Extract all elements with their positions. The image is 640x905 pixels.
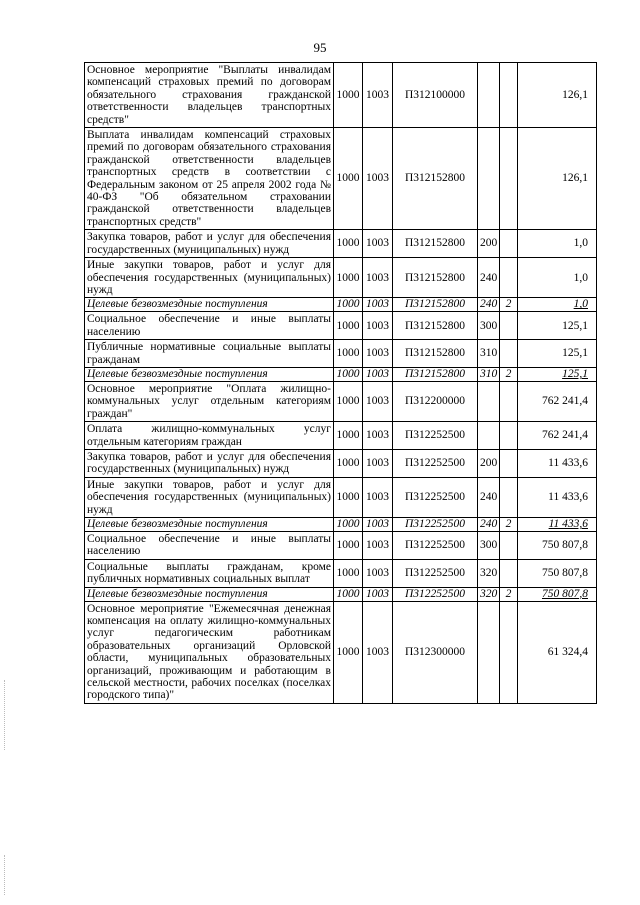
row-subsection: 1003 xyxy=(363,381,393,421)
row-amount: 11 433,6 xyxy=(518,477,597,517)
row-target-article: П312200000 xyxy=(393,381,478,421)
row-source: 2 xyxy=(500,367,518,381)
row-amount: 11 433,6 xyxy=(518,449,597,477)
row-amount: 750 807,8 xyxy=(518,559,597,587)
row-subsection: 1003 xyxy=(363,312,393,340)
row-target-article: П312252500 xyxy=(393,587,478,601)
row-source xyxy=(500,230,518,258)
row-name: Публичные нормативные социальные выплаты гражданам xyxy=(85,340,334,368)
row-subsection: 1003 xyxy=(363,340,393,368)
row-section: 1000 xyxy=(334,258,363,298)
row-source xyxy=(500,532,518,560)
table-row xyxy=(85,559,597,587)
row-source xyxy=(500,63,518,128)
row-expense-type: 200 xyxy=(478,230,500,258)
row-subsection: 1003 xyxy=(363,477,393,517)
row-source xyxy=(500,258,518,298)
row-amount: 125,1 xyxy=(518,312,597,340)
row-section: 1000 xyxy=(334,601,363,703)
row-target-article: П312152800 xyxy=(393,128,478,230)
row-source xyxy=(500,381,518,421)
row-amount: 1,0 xyxy=(518,298,597,312)
row-expense-type: 240 xyxy=(478,298,500,312)
table-row xyxy=(85,312,597,340)
row-source xyxy=(500,312,518,340)
row-target-article: П312152800 xyxy=(393,340,478,368)
row-expense-type: 310 xyxy=(478,340,500,368)
row-source: 2 xyxy=(500,587,518,601)
row-target-article: П312300000 xyxy=(393,601,478,703)
table-row xyxy=(85,381,597,421)
row-target-article: П312252500 xyxy=(393,477,478,517)
row-expense-type: 240 xyxy=(478,477,500,517)
row-amount: 1,0 xyxy=(518,258,597,298)
row-name: Иные закупки товаров, работ и услуг для обеспечения государственных (муниципальных) нужд xyxy=(85,477,334,517)
row-target-article: П312152800 xyxy=(393,367,478,381)
row-name: Выплата инвалидам компенсаций страховых премий по договорам обязательного страхования гражданской ответственности владельцев транспортных средств в соответствии с Федеральным законом от 25 апреля 2002 года № 40-ФЗ "Об обязательном страховании гражданской ответственности владельцев транспортных средств" xyxy=(85,128,334,230)
row-target-article: П312252500 xyxy=(393,449,478,477)
row-section: 1000 xyxy=(334,63,363,128)
row-expense-type: 240 xyxy=(478,258,500,298)
row-name: Целевые безвозмездные поступления xyxy=(85,367,334,381)
row-name: Социальное обеспечение и иные выплаты населению xyxy=(85,312,334,340)
row-subsection: 1003 xyxy=(363,258,393,298)
row-amount: 125,1 xyxy=(518,367,597,381)
row-expense-type xyxy=(478,381,500,421)
row-amount: 762 241,4 xyxy=(518,381,597,421)
page-number: 95 xyxy=(313,40,327,55)
row-amount: 125,1 xyxy=(518,340,597,368)
table-row xyxy=(85,477,597,517)
row-section: 1000 xyxy=(334,128,363,230)
row-subsection: 1003 xyxy=(363,532,393,560)
row-subsection: 1003 xyxy=(363,518,393,532)
row-name: Социальное обеспечение и иные выплаты населению xyxy=(85,532,334,560)
table-row xyxy=(85,63,597,128)
table-row xyxy=(85,587,597,601)
row-expense-type xyxy=(478,63,500,128)
row-amount: 126,1 xyxy=(518,63,597,128)
row-name: Закупка товаров, работ и услуг для обеспечения государственных (муниципальных) нужд xyxy=(85,230,334,258)
row-amount: 762 241,4 xyxy=(518,422,597,450)
row-subsection: 1003 xyxy=(363,587,393,601)
row-amount: 750 807,8 xyxy=(518,532,597,560)
row-source: 2 xyxy=(500,518,518,532)
row-section: 1000 xyxy=(334,381,363,421)
table-row xyxy=(85,128,597,230)
row-target-article: П312252500 xyxy=(393,518,478,532)
row-target-article: П312152800 xyxy=(393,230,478,258)
row-name: Основное мероприятие "Оплата жилищно-коммунальных услуг отдельным категориям граждан" xyxy=(85,381,334,421)
row-expense-type: 200 xyxy=(478,449,500,477)
row-source xyxy=(500,601,518,703)
row-section: 1000 xyxy=(334,587,363,601)
row-subsection: 1003 xyxy=(363,449,393,477)
table-row xyxy=(85,532,597,560)
row-amount: 126,1 xyxy=(518,128,597,230)
row-source xyxy=(500,449,518,477)
row-expense-type: 300 xyxy=(478,532,500,560)
row-name: Закупка товаров, работ и услуг для обеспечения государственных (муниципальных) нужд xyxy=(85,449,334,477)
table-row xyxy=(85,258,597,298)
row-amount: 750 807,8 xyxy=(518,587,597,601)
row-section: 1000 xyxy=(334,312,363,340)
row-subsection: 1003 xyxy=(363,559,393,587)
row-name: Основное мероприятие "Ежемесячная денежная компенсация на оплату жилищно-коммунальных услуг педагогическим работникам образовательных организаций Орловской области, муниципальных образовательных организаций, проживающим и работающим в сельской местности, рабочих поселках (поселках городского типа)" xyxy=(85,601,334,703)
row-section: 1000 xyxy=(334,340,363,368)
row-section: 1000 xyxy=(334,477,363,517)
table-row xyxy=(85,449,597,477)
row-subsection: 1003 xyxy=(363,63,393,128)
row-name: Целевые безвозмездные поступления xyxy=(85,587,334,601)
margin-mark xyxy=(4,855,7,895)
row-name: Иные закупки товаров, работ и услуг для обеспечения государственных (муниципальных) нужд xyxy=(85,258,334,298)
row-section: 1000 xyxy=(334,559,363,587)
table-row xyxy=(85,298,597,312)
row-expense-type: 320 xyxy=(478,587,500,601)
row-source xyxy=(500,128,518,230)
row-name: Основное мероприятие "Выплаты инвалидам компенсаций страховых премий по договорам обязательного страхования гражданской ответственности владельцев транспортных средств" xyxy=(85,63,334,128)
row-target-article: П312152800 xyxy=(393,312,478,340)
row-name: Оплата жилищно-коммунальных услуг отдельным категориям граждан xyxy=(85,422,334,450)
row-section: 1000 xyxy=(334,298,363,312)
table-row xyxy=(85,518,597,532)
row-section: 1000 xyxy=(334,532,363,560)
table-row xyxy=(85,422,597,450)
row-subsection: 1003 xyxy=(363,128,393,230)
row-expense-type xyxy=(478,422,500,450)
row-amount: 61 324,4 xyxy=(518,601,597,703)
row-section: 1000 xyxy=(334,449,363,477)
row-target-article: П312252500 xyxy=(393,532,478,560)
row-target-article: П312152800 xyxy=(393,258,478,298)
row-target-article: П312100000 xyxy=(393,63,478,128)
row-subsection: 1003 xyxy=(363,601,393,703)
row-expense-type: 240 xyxy=(478,518,500,532)
row-source xyxy=(500,559,518,587)
table-row xyxy=(85,367,597,381)
row-source xyxy=(500,340,518,368)
row-target-article: П312252500 xyxy=(393,422,478,450)
table-row xyxy=(85,340,597,368)
row-section: 1000 xyxy=(334,518,363,532)
row-source: 2 xyxy=(500,298,518,312)
row-subsection: 1003 xyxy=(363,422,393,450)
row-source xyxy=(500,477,518,517)
table-row xyxy=(85,230,597,258)
row-name: Социальные выплаты гражданам, кроме публичных нормативных социальных выплат xyxy=(85,559,334,587)
table-row xyxy=(85,601,597,703)
row-amount: 11 433,6 xyxy=(518,518,597,532)
row-expense-type xyxy=(478,601,500,703)
row-expense-type: 320 xyxy=(478,559,500,587)
row-source xyxy=(500,422,518,450)
row-subsection: 1003 xyxy=(363,367,393,381)
row-section: 1000 xyxy=(334,422,363,450)
row-name: Целевые безвозмездные поступления xyxy=(85,518,334,532)
row-target-article: П312252500 xyxy=(393,559,478,587)
row-expense-type: 310 xyxy=(478,367,500,381)
row-subsection: 1003 xyxy=(363,298,393,312)
row-name: Целевые безвозмездные поступления xyxy=(85,298,334,312)
row-amount: 1,0 xyxy=(518,230,597,258)
row-subsection: 1003 xyxy=(363,230,393,258)
row-expense-type xyxy=(478,128,500,230)
row-section: 1000 xyxy=(334,367,363,381)
budget-table xyxy=(84,62,597,704)
row-section: 1000 xyxy=(334,230,363,258)
row-expense-type: 300 xyxy=(478,312,500,340)
row-target-article: П312152800 xyxy=(393,298,478,312)
margin-mark xyxy=(4,680,7,750)
